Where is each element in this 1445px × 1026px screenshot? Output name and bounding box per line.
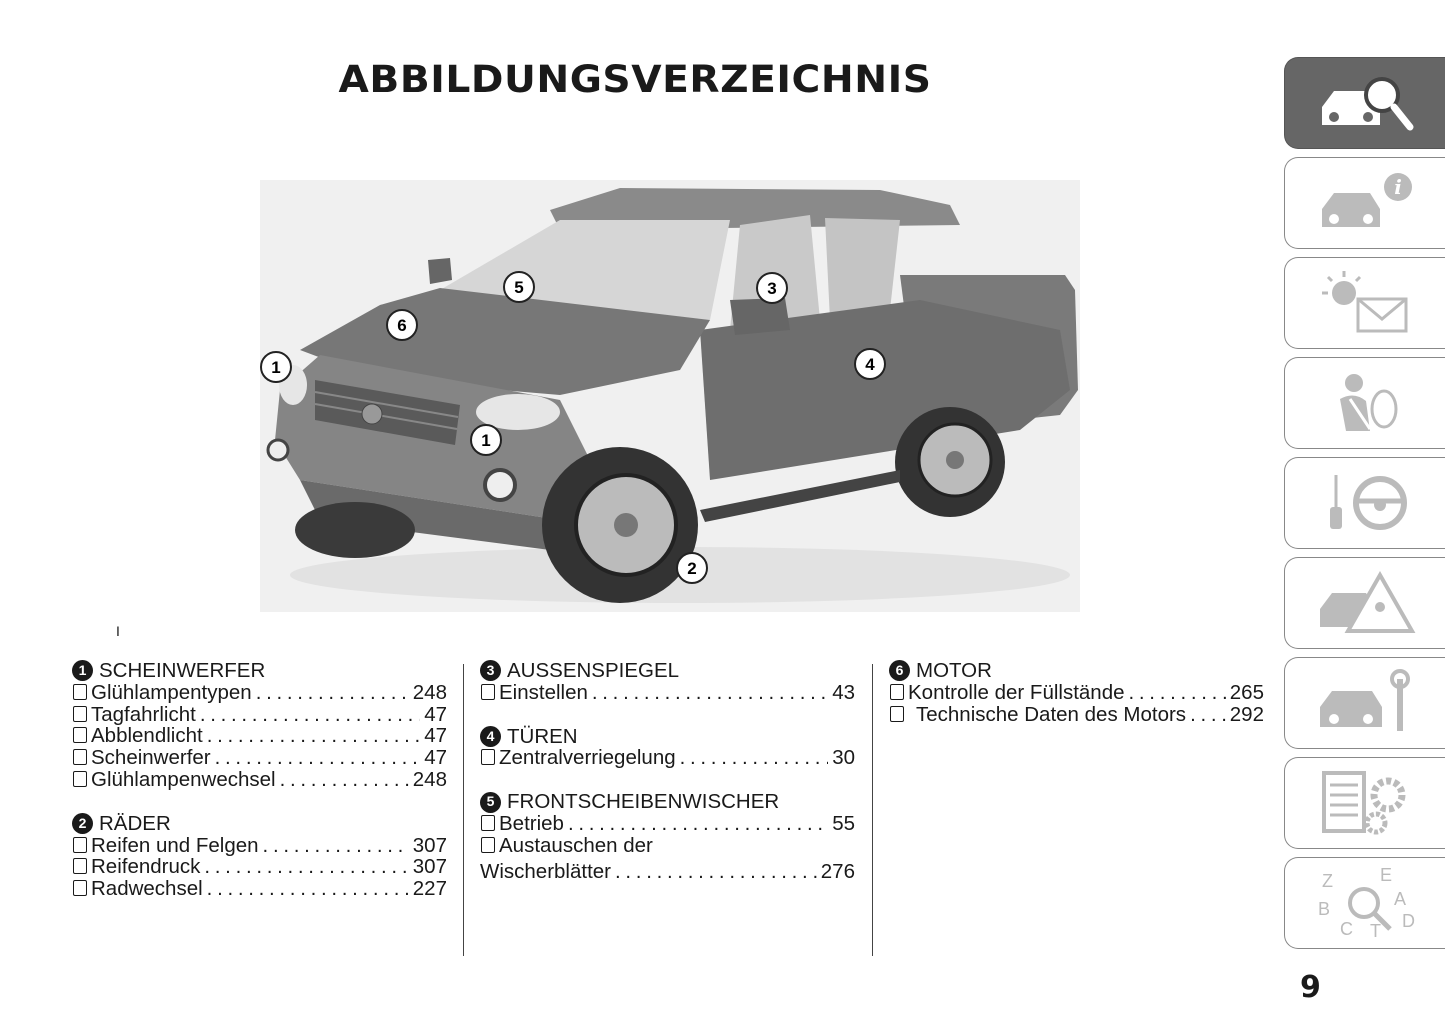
section-frontscheibenwischer — [480, 791, 855, 882]
checkbox-icon — [890, 684, 904, 700]
svg-text:C: C — [1340, 919, 1353, 939]
specs-gears-icon — [1310, 765, 1420, 841]
tab-car-warning[interactable] — [1284, 557, 1445, 649]
section-aussenspiegel — [480, 660, 855, 704]
column-divider — [872, 664, 873, 956]
index-entry[interactable]: Einstellen . . . 43 — [480, 682, 855, 704]
checkbox-icon — [73, 706, 87, 722]
index-entry[interactable]: Reifendruck . . . 307 — [72, 856, 447, 878]
column-divider — [463, 664, 464, 956]
svg-text:E: E — [1380, 865, 1393, 885]
section-number-badge: 6 — [889, 660, 910, 681]
section-number-badge: 4 — [480, 726, 501, 747]
checkbox-icon — [73, 684, 87, 700]
chapter-tabs — [1284, 57, 1445, 957]
checkbox-icon — [481, 837, 495, 853]
checkbox-icon — [481, 815, 495, 831]
section-heading: AUSSENSPIEGEL — [507, 659, 680, 682]
checkbox-icon — [73, 771, 87, 787]
callout-4 — [855, 349, 885, 379]
svg-text:5: 5 — [514, 278, 524, 297]
alphabet-index-icon — [1310, 865, 1420, 941]
vehicle-illustration — [260, 180, 1080, 612]
callout-3 — [757, 273, 787, 303]
checkbox-icon — [73, 858, 87, 874]
svg-text:2: 2 — [687, 559, 697, 578]
svg-text:i: i — [1394, 175, 1402, 199]
index-entry[interactable]: Reifen und Felgen . . . 307 — [72, 835, 447, 857]
section-scheinwerfer — [72, 660, 447, 791]
section-raeder — [72, 813, 447, 900]
section-number-badge: 3 — [480, 660, 501, 681]
svg-text:6: 6 — [397, 316, 407, 335]
svg-text:Z: Z — [1322, 871, 1333, 891]
checkbox-icon — [481, 684, 495, 700]
index-entry[interactable]: Abblendlicht . . . 47 — [72, 725, 447, 747]
index-entry[interactable]: Zentralverriegelung . . . 30 — [480, 747, 855, 769]
section-number-badge: 1 — [72, 660, 93, 681]
index-entry[interactable]: Austauschen der — [480, 835, 855, 857]
page-number: 9 — [1300, 970, 1321, 1005]
svg-text:1: 1 — [271, 358, 281, 377]
index-entry[interactable]: Glühlampentypen . . . 248 — [72, 682, 447, 704]
index-entry[interactable]: Technische Daten des Motors . . . 292 — [889, 704, 1264, 726]
index-column-2 — [480, 660, 855, 904]
section-heading: RÄDER — [99, 811, 171, 835]
index-entry[interactable]: Glühlampenwechsel . . . 248 — [72, 769, 447, 791]
index-entry[interactable]: Tagfahrlicht . . . 47 — [72, 704, 447, 726]
callout-5 — [504, 272, 534, 302]
figure-label: I — [116, 623, 120, 639]
svg-text:D: D — [1402, 911, 1415, 931]
svg-text:A: A — [1394, 889, 1407, 909]
tab-car-search[interactable] — [1284, 57, 1445, 149]
callout-1a — [261, 352, 291, 382]
tab-airbag-seatbelt[interactable] — [1284, 357, 1445, 449]
pickup-truck-drawing — [260, 180, 1080, 612]
car-search-icon — [1310, 65, 1420, 141]
warning-lights-message-icon — [1310, 265, 1420, 341]
callout-1b — [471, 425, 501, 455]
tab-alphabet-index[interactable] — [1284, 857, 1445, 949]
svg-text:B: B — [1318, 899, 1331, 919]
svg-text:1: 1 — [481, 431, 491, 450]
section-heading: TÜREN — [507, 724, 578, 748]
svg-text:3: 3 — [767, 279, 777, 298]
tab-specs[interactable] — [1284, 757, 1445, 849]
tab-car-wrench[interactable] — [1284, 657, 1445, 749]
section-number-badge: 5 — [480, 792, 501, 813]
car-wrench-icon — [1310, 665, 1420, 741]
page-title: ABBILDUNGSVERZEICHNIS — [338, 58, 932, 101]
checkbox-icon — [73, 880, 87, 896]
svg-text:T: T — [1370, 921, 1381, 941]
section-heading: SCHEINWERFER — [99, 659, 266, 682]
section-motor — [889, 660, 1264, 725]
index-column-1 — [72, 660, 447, 922]
checkbox-icon — [73, 837, 87, 853]
index-entry[interactable]: Kontrolle der Füllstände . . . 265 — [889, 682, 1264, 704]
section-number-badge: 2 — [72, 813, 93, 834]
car-warning-triangle-icon — [1310, 565, 1420, 641]
index-entry[interactable]: Scheinwerfer . . . 47 — [72, 747, 447, 769]
callout-6 — [387, 310, 417, 340]
section-tueren — [480, 726, 855, 770]
checkbox-icon — [890, 706, 904, 722]
key-steering-wheel-icon — [1310, 465, 1420, 541]
checkbox-icon — [73, 749, 87, 765]
svg-text:4: 4 — [865, 355, 875, 374]
index-column-3 — [889, 660, 1264, 747]
section-heading: MOTOR — [916, 659, 992, 682]
index-entry[interactable]: Betrieb . . . 55 — [480, 813, 855, 835]
section-heading: FRONTSCHEIBENWISCHER — [507, 790, 780, 814]
car-info-icon — [1310, 165, 1420, 241]
callout-2 — [677, 553, 707, 583]
tab-key-steering[interactable] — [1284, 457, 1445, 549]
checkbox-icon — [73, 727, 87, 743]
airbag-seatbelt-icon — [1310, 365, 1420, 441]
tab-car-info[interactable] — [1284, 157, 1445, 249]
tab-warning-lights[interactable] — [1284, 257, 1445, 349]
index-entry[interactable]: Radwechsel . . . 227 — [72, 878, 447, 900]
index-entry[interactable]: Wischerblätter . . . 276 — [480, 857, 855, 883]
checkbox-icon — [481, 749, 495, 765]
